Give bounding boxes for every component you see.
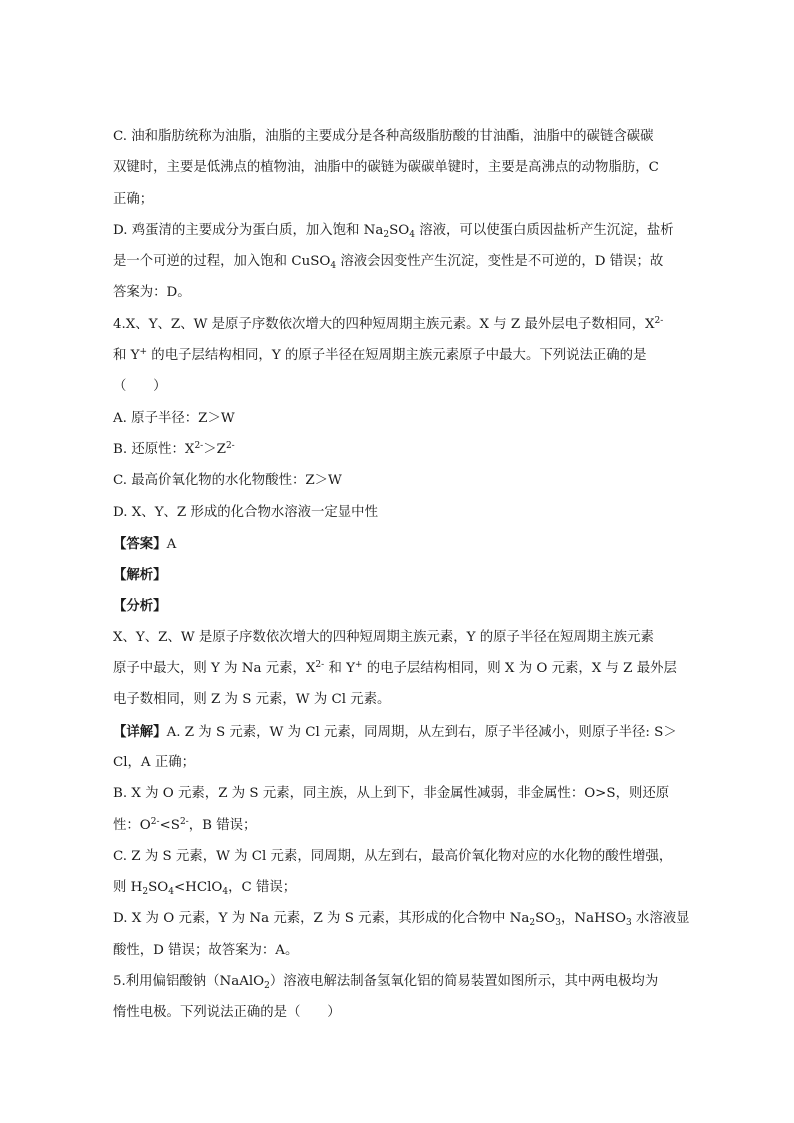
question-4-stem: 4.X、Y、Z、W 是原子序数依次增大的四种短周期主族元素。X 与 Z 最外层电子数相同，$X^{2-}$	[113, 315, 664, 332]
text-line: 惰性电极。下列说法正确的是（ ）	[113, 1005, 341, 1021]
option-a: A. 原子半径：Z＞W	[113, 410, 235, 426]
text-line: B. X 为 O 元素，Z 为 S 元素，同主族，从上到下，非金属性减弱，非金属性：O>S，则还原	[113, 786, 670, 802]
text-line: 双键时，主要是低沸点的植物油，油脂中的碳链为碳碳单键时，主要是高沸点的动物脂肪，C	[113, 160, 659, 176]
option-d: D. X、Y、Z 形成的化合物水溶液一定显中性	[113, 504, 378, 520]
text-line: D. 鸡蛋清的主要成分为蛋白质，加入饱和 $Na_2SO_4$ 溶液，可以使蛋白质因盐析产生沉淀，盐析	[113, 222, 674, 240]
text-line: X、Y、Z、W 是原子序数依次增大的四种短周期主族元素，Y 的原子半径在短周期主族元素	[113, 629, 654, 645]
document-page	[113, 125, 690, 1033]
option-c: C. 最高价氧化物的水化物酸性：Z＞W	[113, 473, 342, 489]
text-line: 性：$O^{2-}<S^{2-}$，B 错误；	[113, 816, 257, 833]
text-line: 原子中最大，则 Y 为 Na 元素，$X^{2-}$ 和 Y+ 的电子层结构相同，则 X 为 O 元素，X 与 Z 最外层	[113, 660, 677, 677]
breakdown-heading: 【分析】	[113, 598, 167, 615]
text-line: 则 $H_2SO_4<HClO_4$，C 错误；	[113, 880, 297, 898]
option-b: B. 还原性：$X^{2-}>Z^{2-}$	[113, 440, 235, 457]
text-line: Cl，A 正确；	[113, 754, 196, 770]
text-line: D. X 为 O 元素，Y 为 Na 元素，Z 为 S 元素，其形成的化合物中 $Na_2SO_3$，NaHSO$_3$ 水溶液显	[113, 911, 690, 929]
text-line: 答案为：D。	[113, 285, 191, 301]
text-line: C. Z 为 S 元素，W 为 Cl 元素，同周期，从左到右，最高价氧化物对应的水化物的酸性增强，	[113, 848, 673, 864]
question-5-stem: 5.利用偏铝酸钠（NaAlO$_2$）溶液电解法制备氢氧化铝的简易装置如图所示，其中两电极均为	[113, 974, 659, 992]
text-line: 酸性，D 错误；故答案为：A。	[113, 942, 299, 958]
answer-blank: （ ）	[113, 379, 167, 395]
text-line: 和 Y+ 的电子层结构相同，Y 的原子半径在短周期主族元素原子中最大。下列说法正确的是	[113, 347, 647, 364]
text-line: 电子数相同，则 Z 为 S 元素，W 为 Cl 元素。	[113, 692, 391, 708]
analysis-heading: 【解析】	[113, 567, 167, 584]
text-line: C. 油和脂肪统称为油脂，油脂的主要成分是各种高级脂肪酸的甘油酯，油脂中的碳链含碳碳	[113, 129, 654, 144]
answer-line: 【答案】A	[113, 535, 177, 552]
text-line: 是一个可逆的过程，加入饱和 CuSO$_4$ 溶液会因变性产生沉淀，变性是不可逆的，D 错误；故	[113, 254, 664, 272]
detail-line: 【详解】A. Z 为 S 元素，W 为 Cl 元素，同周期，从左到右，原子半径减小，则原子半径: S＞	[113, 723, 677, 740]
text-line: 正确；	[113, 191, 154, 207]
